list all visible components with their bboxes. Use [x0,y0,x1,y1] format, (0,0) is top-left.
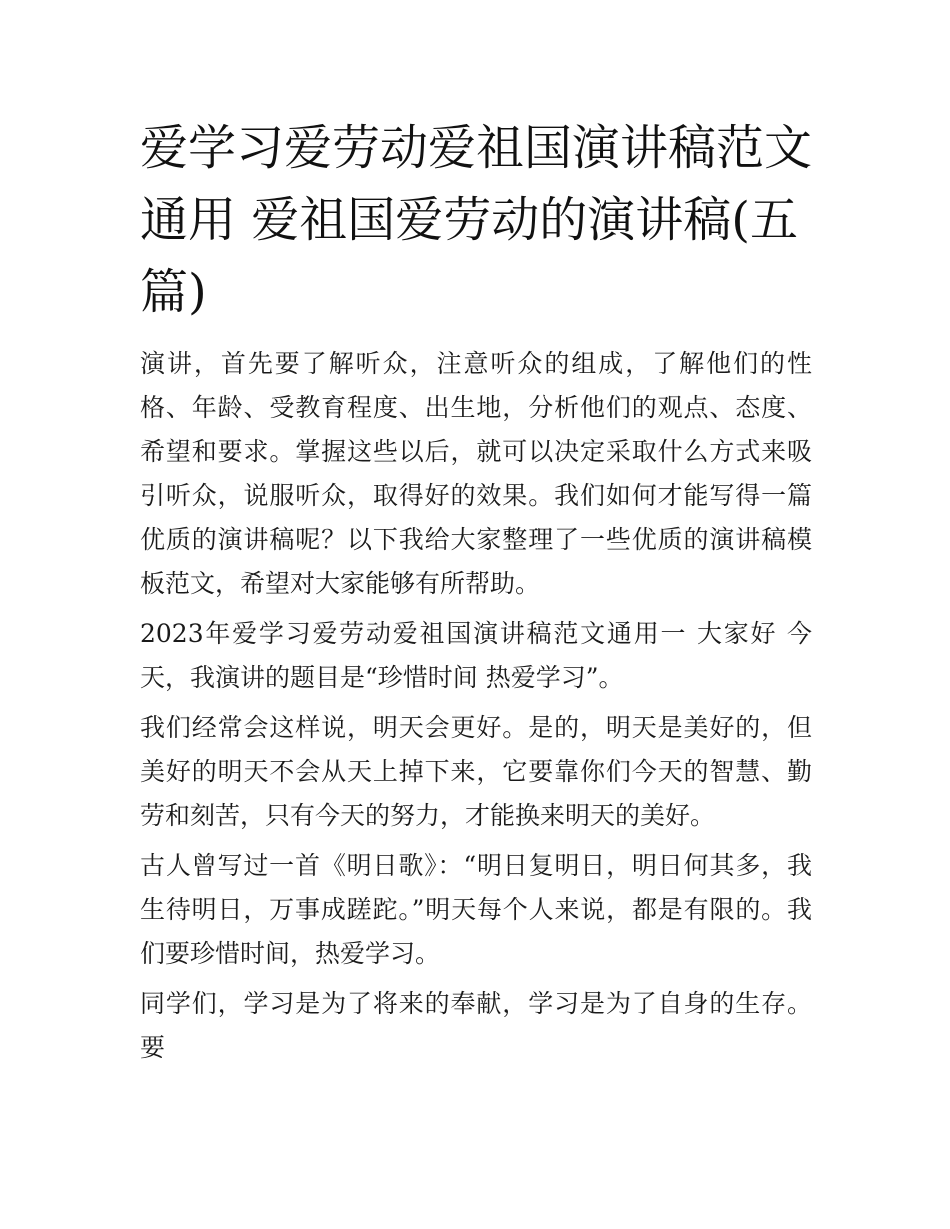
paragraph-tomorrow: 我们经常会这样说，明天会更好。是的，明天是美好的，但美好的明天不会从天上掉下来，它要靠你们今天的智慧、勤劳和刻苦，只有今天的努力，才能换来明天的美好。 [140,713,812,830]
paragraph-classmates: 同学们，学习是为了将来的奉献，学习是为了自身的生存。要 [140,989,812,1062]
paragraph-list [140,342,812,1070]
paragraph-tomorrow-song: 古人曾写过一首《明日歌》：“明日复明日，明日何其多，我生待明日，万事成蹉跎。”明天每个人来说，都是有限的。我们要珍惜时间，热爱学习。 [140,851,812,968]
document-body [140,112,812,1070]
paragraph-intro: 演讲，首先要了解听众，注意听众的组成，了解他们的性格、年龄、受教育程度、出生地，分析他们的观点、态度、希望和要求。掌握这些以后，就可以决定采取什么方式来吸引听众，说服听众，取得好的效果。我们如何才能写得一篇优质的演讲稿呢？以下我给大家整理了一些优质的演讲稿模板范文，希望对大家能够有所帮助。 [140,349,812,598]
paragraph-speech-opening: 2023年爱学习爱劳动爱祖国演讲稿范文通用一 大家好 今天，我演讲的题目是“珍惜时间 热爱学习”。 [140,619,812,692]
document-title: 爱学习爱劳动爱祖国演讲稿范文通用 爱祖国爱劳动的演讲稿(五篇) [140,120,813,320]
